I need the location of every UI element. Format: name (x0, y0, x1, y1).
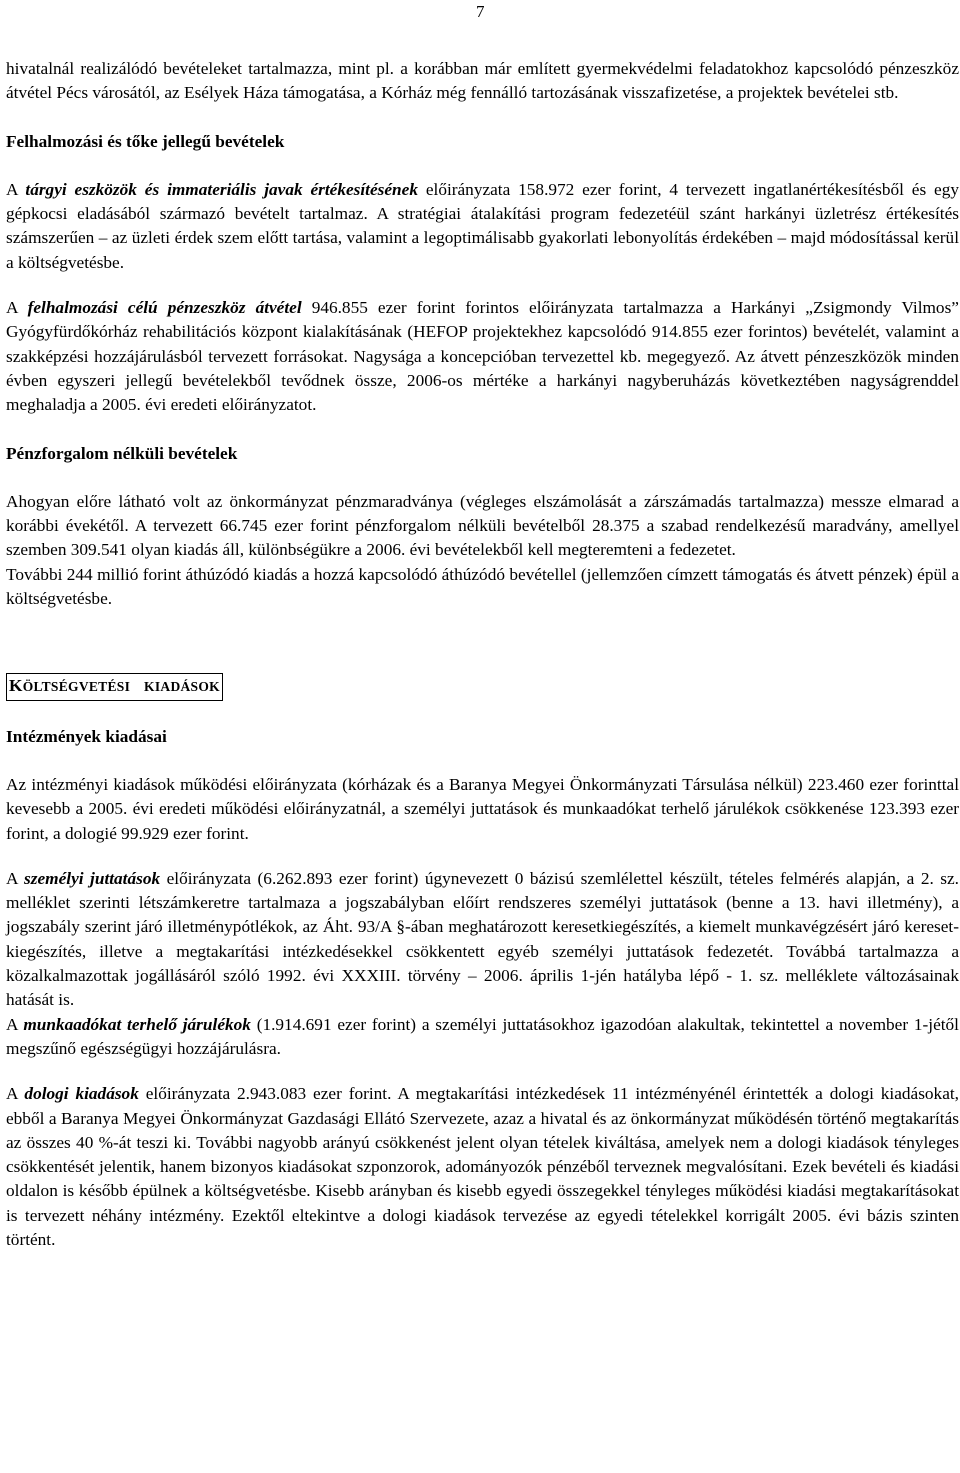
paragraph-dologi-kiadasok: A dologi kiadások előirányzata 2.943.083 ezer forint. A megtakarítási intézkedések 11 intézményénél érintették a dologi kiadásokat, ebből a Baranya Megyei Önkormányzat Gazdasági Ellátó Szervezete, azaz a hivatal és az önkormányzat működésén történő megtakarítás az összes 40 %-át teszi ki. További nagyobb arányú csökkenést jelent olyan tételek kiváltása, amelyek nem a dologi kiadások tényleges csökkentését jelentik, hanem bizonyos kiadásokat szponzorok, adományozók pénzéből terveznek megvalósítani. Ezek bevételi és kiadási oldalon is később épülnek a költségvetésbe. Kisebb arányban és kisebb egyedi összegekkel tényleges működési kiadási megtakarításokat is tervezett néhány intézmény. Ezektől eltekintve a dologi kiadások tervezése az egyedi tételekkel korrigált 2005. évi bázis szinten történt. (6, 1084, 959, 1249)
document-body (6, 57, 959, 1252)
heading-penzforgalom: Pénzforgalom nélküli bevételek (6, 443, 238, 463)
paragraph-munkaadokat-terhelo: A munkaadókat terhelő járulékok (1.914.691 ezer forint) a személyi juttatásokhoz igazodóan alakultak, tekintettel a november 1-jétől megszűnő egészségügyi hozzájárulásra. (6, 1014, 959, 1058)
heading-intezmenyek: Intézmények kiadásai (6, 726, 167, 746)
paragraph-targyi-eszkozok: A tárgyi eszközök és immateriális javak értékesítésének előirányzata 158.972 ezer forint, 4 tervezett ingatlanértékesítésből és egy gépkocsi eladásából származó bevételt tartalmaz. A stratégiai átalakítási program fedezetéül szánt harkányi üzletrész értékesítés számszerűen – az üzleti érdek szem előtt tartása, valamint a legoptimálisabb gyakorlati lebonyolítás érdekében – majd módosítással kerül a költségvetésbe. (6, 179, 959, 272)
paragraph-athuzodo: További 244 millió forint áthúzódó kiadás a hozzá kapcsolódó áthúzódó bevétellel (jellemzően címzett támogatás és átvett pénzek) épül a költségvetésbe. (6, 564, 959, 609)
section-title-koltsegvetesi-kiadasok: KÖLTSÉGVETÉSI KIADÁSOK (6, 673, 959, 700)
page-number: 7 (476, 2, 485, 21)
paragraph-intro: hivatalnál realizálódó bevételeket tartalmazza, mint pl. a korábban már említett gyermekvédelmi feladatokhoz kapcsolódó pénzeszköz átvétel Pécs városától, az Esélyek Háza támogatása, a Kórház még fennálló tartozásának visszafizetése, a projektek bevételei stb. (6, 59, 959, 103)
paragraph-penzeszkoz-atvetel: A felhalmozási célú pénzeszköz átvétel 946.855 ezer forint forintos előirányzata tartalmazza a Harkányi „Zsigmondy Vilmos” Gyógyfürdőkórház rehabilitációs központ kialakításának (HEFOP projektekhez kapcsolódó 914.855 ezer forintos) bevételét, valamint a szakképzési hozzájárulásból tervezett forrásokat. Nagysága a koncepcióban tervezettel kb. megegyező. Az átvett pénzeszközök minden évben egyszeri jellegű bevételekből tevődnek össze, 2006-os mértéke a harkányi nagyberuházás következtében nagyságrenddel meghaladja a 2005. évi eredeti előirányzatot. (6, 298, 959, 415)
paragraph-szemelyi-juttatasok: A személyi juttatások előirányzata (6.262.893 ezer forint) úgynevezett 0 bázisú szemlélettel készült, tételes felmérés alapján, a 2. sz. melléklet szerinti létszámkeretre tartalmaza a jogszabályban előírt rendszeres személyi juttatások (benne a 13. havi illetmény), a jogszabály szerint járó illetménypótlékok, az Áht. 93/A §-ában meghatározott keresetkiegészítés, a kiemelt munkavégzésért járó kereset-kiegészítés, illetve a megtakarítási intézkedésekkel csökkentett egyéb személyi juttatások fedezetét. Továbbá tartalmazza a közalkalmazottak jogállásáról szóló 1992. évi XXXIII. törvény – 2006. április 1-jén hatályba lépő - 1. sz. melléklete változásainak hatását is. (6, 868, 959, 1010)
heading-felhalmozasi: Felhalmozási és tőke jellegű bevételek (6, 131, 285, 151)
paragraph-intezmenyi-kiadasok: Az intézményi kiadások működési előirányzata (kórházak és a Baranya Megyei Önkormányzati Társulása nélkül) 223.460 ezer forinttal kevesebb a 2005. évi eredeti működési előirányzatnál, a személyi juttatások és munkaadókat terhelő járulékok csökkenése 123.393 ezer forint, a dologié 99.929 ezer forint. (6, 774, 959, 843)
paragraph-penzmaradvany: Ahogyan előre látható volt az önkormányzat pénzmaradványa (végleges elszámolását a zárszámadás tartalmazza) messze elmarad a korábbi évekétől. A tervezett 66.745 ezer forint pénzforgalom nélküli bevételből 28.375 a szabad rendelkezésű maradvány, amellyel szemben 309.541 olyan kiadás áll, különbségükre a 2006. évi bevételekből kell megteremteni a fedezetet. (6, 491, 959, 560)
